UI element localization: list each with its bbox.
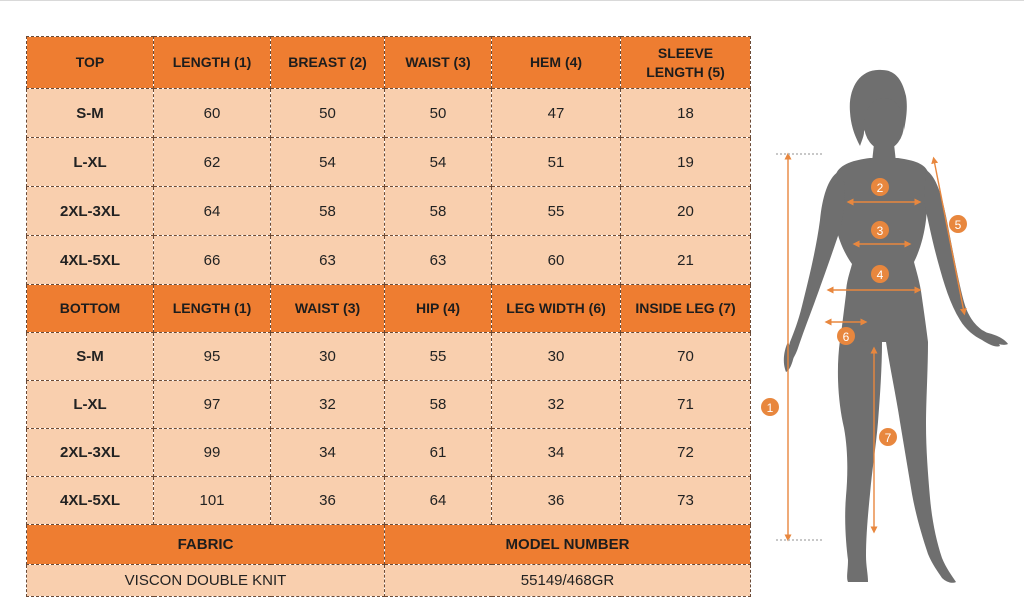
table-row xyxy=(27,236,751,285)
size-cell: L-XL xyxy=(27,138,154,187)
value-cell: 97 xyxy=(154,381,271,429)
value-cell: 58 xyxy=(271,187,385,236)
value-cell: 95 xyxy=(154,333,271,381)
value-cell: 50 xyxy=(271,89,385,138)
value-cell: 30 xyxy=(271,333,385,381)
value-cell: 47 xyxy=(492,89,621,138)
model-number-value: 55149/468GR xyxy=(385,565,751,597)
value-cell: 58 xyxy=(385,381,492,429)
header-text: SLEEVE xyxy=(657,44,714,61)
value-cell: 55 xyxy=(385,333,492,381)
female-silhouette xyxy=(784,70,1008,583)
value-cell: 20 xyxy=(621,187,751,236)
fabric-value-row xyxy=(27,565,751,597)
header-cell: INSIDE LEG (7) xyxy=(621,285,751,333)
value-cell: 50 xyxy=(385,89,492,138)
header-cell: BOTTOM xyxy=(27,285,154,333)
header-text: LENGTH (5) xyxy=(646,63,725,80)
bottom-header-row xyxy=(27,285,751,333)
header-cell-sleeve xyxy=(621,37,751,89)
top-header-row xyxy=(27,37,751,89)
size-cell: 2XL-3XL xyxy=(27,187,154,236)
top-divider xyxy=(0,0,1024,1)
value-cell: 32 xyxy=(492,381,621,429)
value-cell: 18 xyxy=(621,89,751,138)
header-cell: LEG WIDTH (6) xyxy=(492,285,621,333)
header-cell: WAIST (3) xyxy=(271,285,385,333)
value-cell: 32 xyxy=(271,381,385,429)
table-row xyxy=(27,89,751,138)
marker-6-label: 6 xyxy=(842,330,850,344)
value-cell: 63 xyxy=(385,236,492,285)
value-cell: 60 xyxy=(492,236,621,285)
value-cell: 64 xyxy=(385,477,492,525)
table-row xyxy=(27,429,751,477)
value-cell: 66 xyxy=(154,236,271,285)
size-cell: L-XL xyxy=(27,381,154,429)
value-cell: 62 xyxy=(154,138,271,187)
size-cell: 4XL-5XL xyxy=(27,236,154,285)
marker-5-label: 5 xyxy=(954,218,962,232)
value-cell: 51 xyxy=(492,138,621,187)
fabric-value: VISCON DOUBLE KNIT xyxy=(27,565,385,597)
size-cell: S-M xyxy=(27,89,154,138)
value-cell: 61 xyxy=(385,429,492,477)
marker-7-label: 7 xyxy=(884,431,892,445)
table-row xyxy=(27,477,751,525)
size-cell: S-M xyxy=(27,333,154,381)
header-cell: WAIST (3) xyxy=(385,37,492,89)
value-cell: 54 xyxy=(385,138,492,187)
value-cell: 21 xyxy=(621,236,751,285)
table-row xyxy=(27,187,751,236)
header-cell: BREAST (2) xyxy=(271,37,385,89)
marker-3-label: 3 xyxy=(876,224,884,238)
value-cell: 55 xyxy=(492,187,621,236)
header-cell: TOP xyxy=(27,37,154,89)
fabric-label: FABRIC xyxy=(27,525,385,565)
value-cell: 34 xyxy=(271,429,385,477)
size-cell: 2XL-3XL xyxy=(27,429,154,477)
marker-1-label: 1 xyxy=(766,401,774,415)
marker-2-label: 2 xyxy=(876,181,884,195)
size-chart-table xyxy=(26,36,751,597)
header-cell: LENGTH (1) xyxy=(154,285,271,333)
value-cell: 72 xyxy=(621,429,751,477)
table-row xyxy=(27,381,751,429)
body-measurement-figure xyxy=(752,50,1024,600)
header-cell: HEM (4) xyxy=(492,37,621,89)
model-number-label: MODEL NUMBER xyxy=(385,525,751,565)
value-cell: 19 xyxy=(621,138,751,187)
header-cell: HIP (4) xyxy=(385,285,492,333)
value-cell: 71 xyxy=(621,381,751,429)
size-cell: 4XL-5XL xyxy=(27,477,154,525)
table-row xyxy=(27,333,751,381)
header-cell: LENGTH (1) xyxy=(154,37,271,89)
value-cell: 34 xyxy=(492,429,621,477)
fabric-header-row xyxy=(27,525,751,565)
value-cell: 36 xyxy=(271,477,385,525)
value-cell: 36 xyxy=(492,477,621,525)
value-cell: 58 xyxy=(385,187,492,236)
value-cell: 54 xyxy=(271,138,385,187)
value-cell: 73 xyxy=(621,477,751,525)
value-cell: 60 xyxy=(154,89,271,138)
value-cell: 63 xyxy=(271,236,385,285)
value-cell: 70 xyxy=(621,333,751,381)
table-row xyxy=(27,138,751,187)
value-cell: 64 xyxy=(154,187,271,236)
marker-4-label: 4 xyxy=(876,268,884,282)
value-cell: 99 xyxy=(154,429,271,477)
value-cell: 30 xyxy=(492,333,621,381)
value-cell: 101 xyxy=(154,477,271,525)
